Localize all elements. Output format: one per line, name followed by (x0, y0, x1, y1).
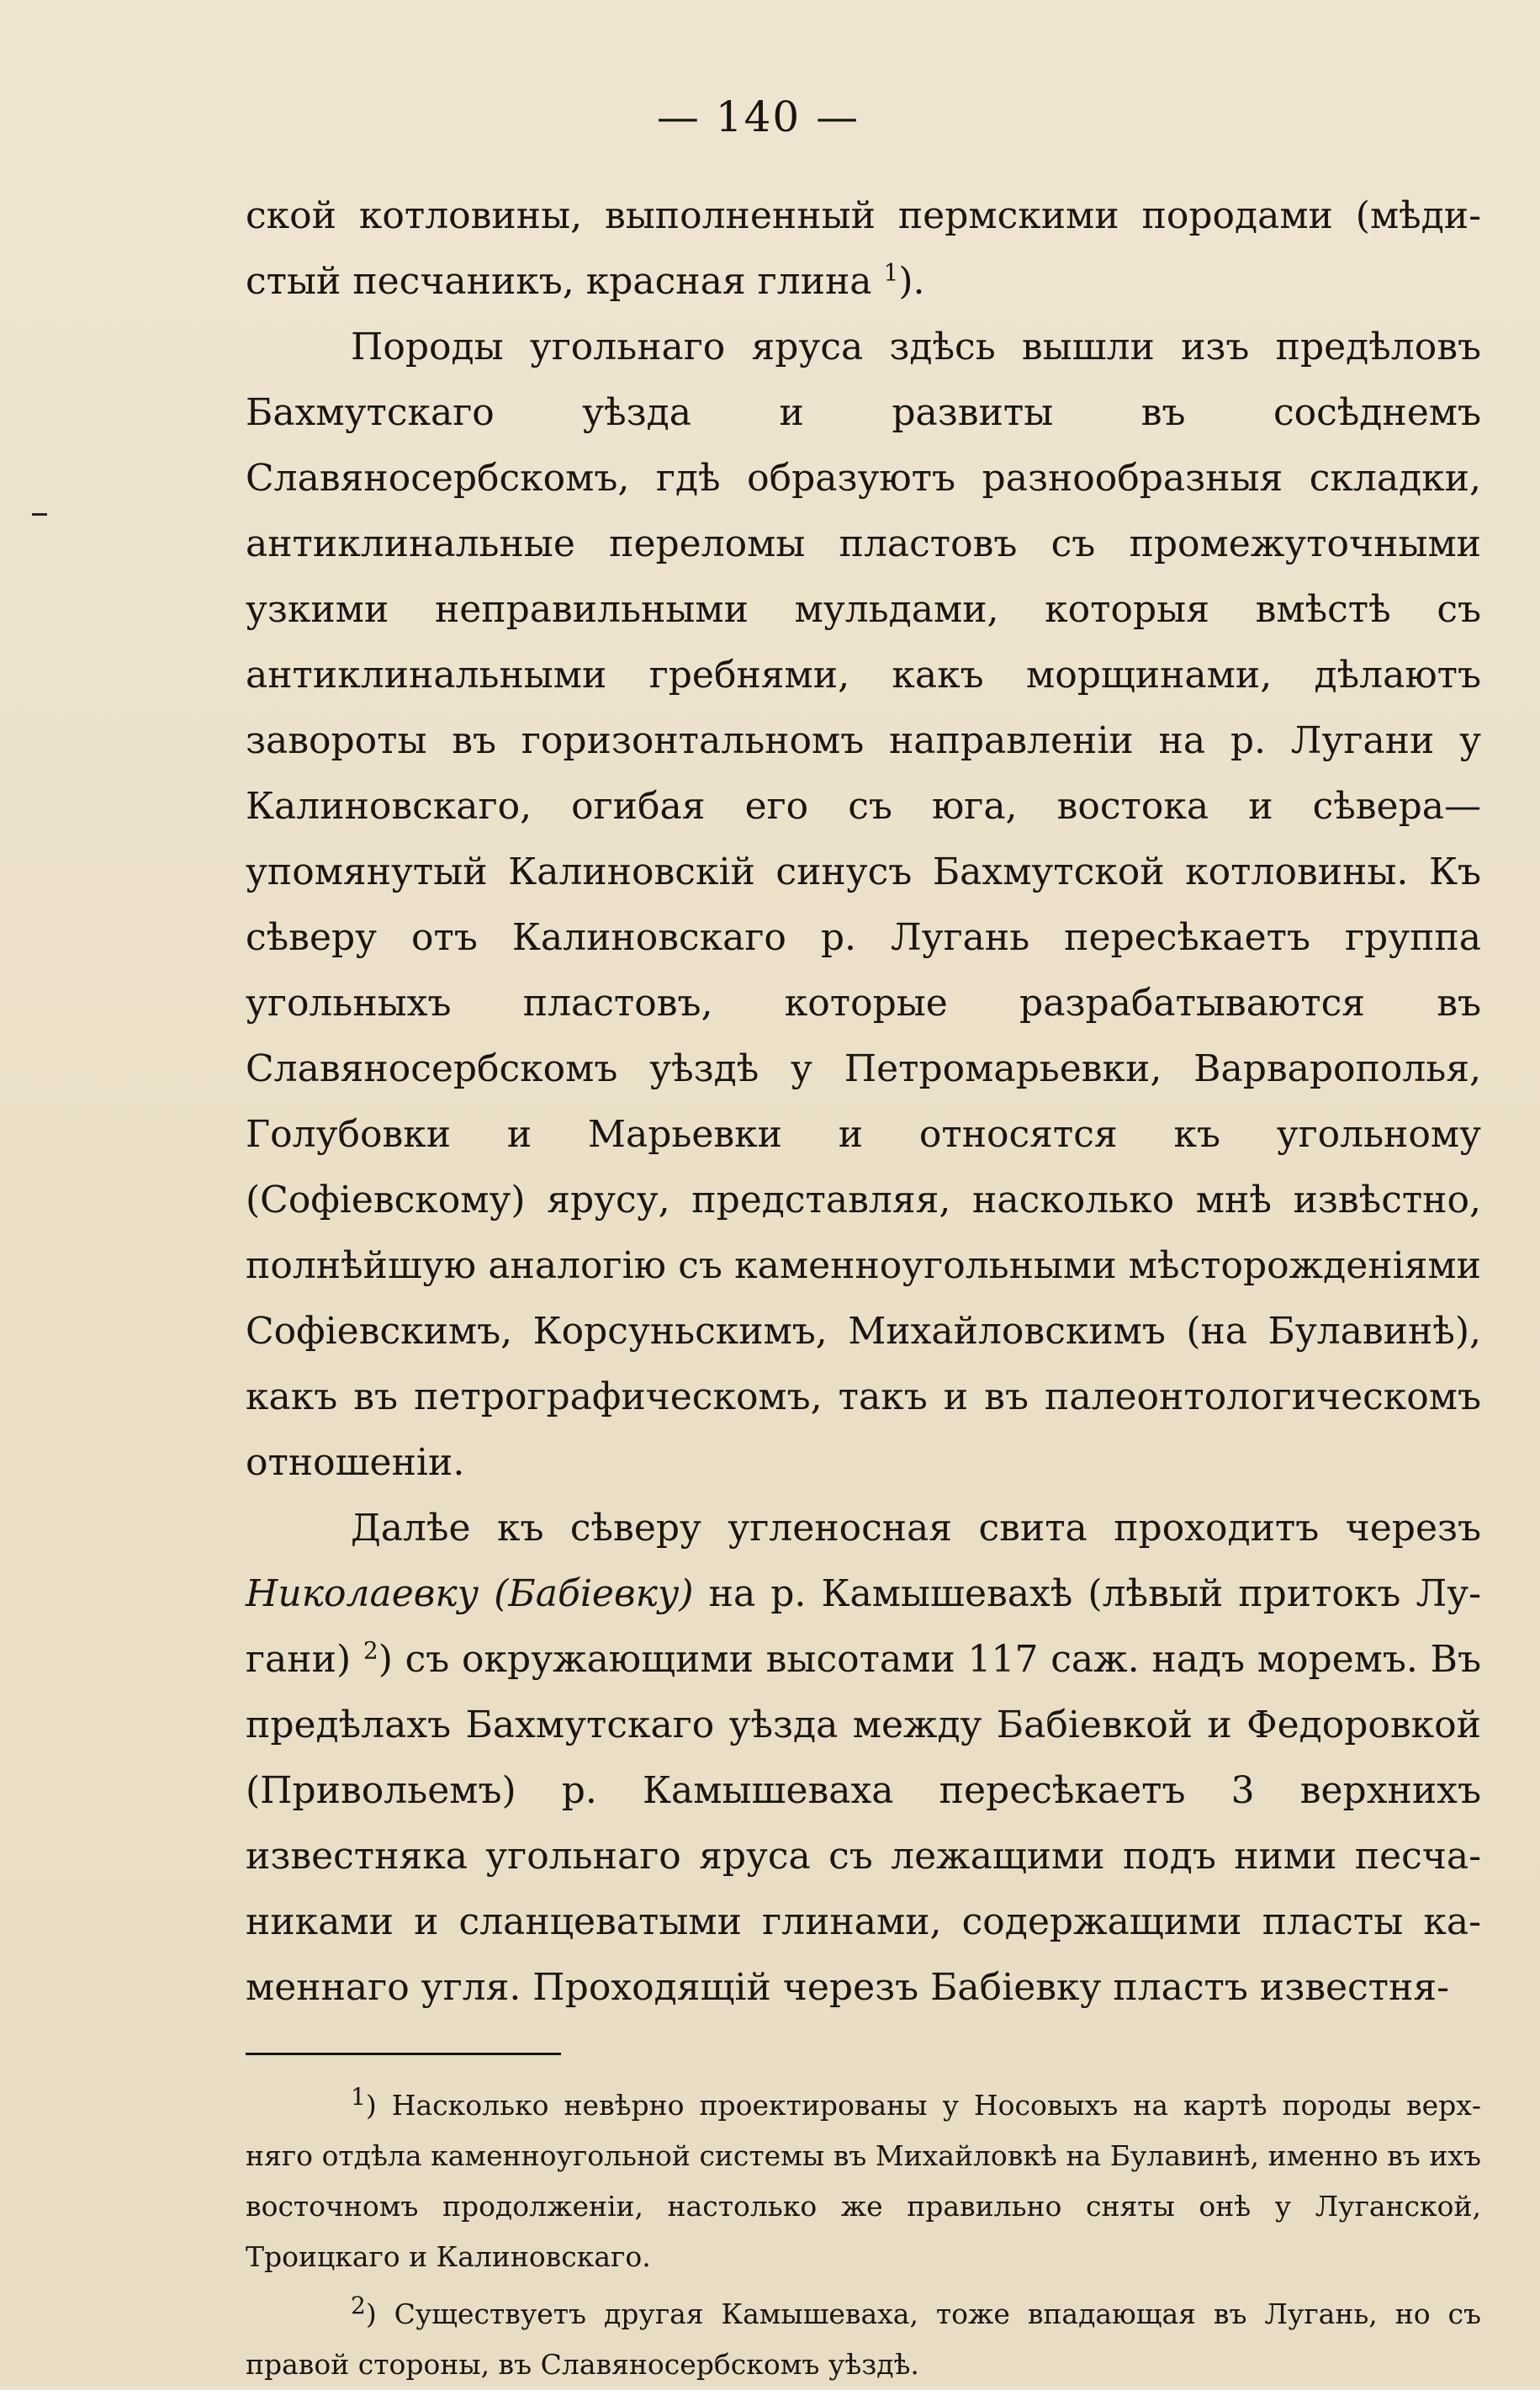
page-number: — 140 — (656, 93, 860, 141)
footnote-ref-1[interactable]: 1 (883, 258, 899, 287)
footnotes (246, 2080, 1481, 2390)
text-run: на р. Камышевахѣ (лѣвый притокъ Лугани) (246, 1572, 1481, 1681)
footnote-mark-1: 1 (351, 2083, 366, 2111)
footnote-mark-2: 2 (351, 2292, 366, 2319)
italic-place-name: Николаевку (Бабіевку) (246, 1572, 694, 1615)
text-run: ) съ окружающими высотами 117 саж. надъ моремъ. Въ предѣлахъ Бахмутскаго уѣзда между Бабіевкой и Федоровкой (Привольемъ) р. Камышеваха пересѣкаетъ 3 верхнихъ известняка угольнаго яруса съ лежащими подъ ними песчаниками и сланцеватыми глинами, содержащими пласты каменнаго угля. Проходящій черезъ Бабіевку пластъ известня- (246, 1638, 1481, 2009)
paragraph-2 (246, 315, 1481, 1496)
footnote-2 (246, 2289, 1481, 2390)
text-run: ). (898, 260, 925, 303)
paragraph-1 (246, 183, 1481, 315)
text-run: Далѣе къ сѣверу угленосная свита проходитъ черезъ (351, 1507, 1481, 1550)
footnote-text: ) Существуетъ другая Камышеваха, тоже впадающая въ Лугань, но съ правой стороны, въ Славяносербскомъ уѣздѣ. (246, 2297, 1481, 2381)
footnote-divider (246, 2053, 561, 2055)
margin-mark (32, 513, 47, 516)
text-run: Породы угольнаго яруса здѣсь вышли изъ предѣловъ Бахмутскаго уѣзда и развиты въ сосѣднемъ Славяносербскомъ, гдѣ образуютъ разнообразныя складки, антиклинальные переломы пластовъ съ промежуточными узкими неправильными мульдами, которыя вмѣстѣ съ антиклинальными гребнями, какъ морщинами, дѣлаютъ завороты въ горизонтальномъ направленіи на р. Лугани у Калиновскаго, огибая его съ юга, востока и сѣвера—упомянутый Калиновскій синусъ Бахмутской котловины. Къ сѣверу отъ Калиновскаго р. Лугань пересѣкаетъ группа угольныхъ пластовъ, которые разрабатываются въ Славяносербскомъ уѣздѣ у Петромарьевки, Варварополья, Голубовки и Марьевки и относятся къ угольному (Софіевскому) ярусу, представляя, насколько мнѣ извѣстно, полнѣйшую аналогію съ каменноугольными мѣсторожденіями Софіевскимъ, Корсуньскимъ, Михайловскимъ (на Булавинѣ), какъ въ петрографическомъ, такъ и въ палеонтологическомъ отношеніи. (246, 326, 1481, 1484)
footnote-text: ) Насколько невѣрно проектированы у Носовыхъ на картѣ породы верхняго отдѣла каменноугольной системы въ Михайловкѣ на Булавинѣ, именно въ ихъ восточномъ продолженіи, настолько же правильно сняты онѣ у Луганской, Троицкаго и Калиновскаго. (246, 2089, 1481, 2273)
paragraph-3 (246, 1496, 1481, 2021)
text-run: ской котловины, выполненный пермскими породами (мѣдистый песчаникъ, красная глина (246, 194, 1481, 303)
footnote-ref-2[interactable]: 2 (363, 1636, 378, 1665)
main-text (246, 183, 1481, 2021)
footnote-1 (246, 2080, 1481, 2282)
